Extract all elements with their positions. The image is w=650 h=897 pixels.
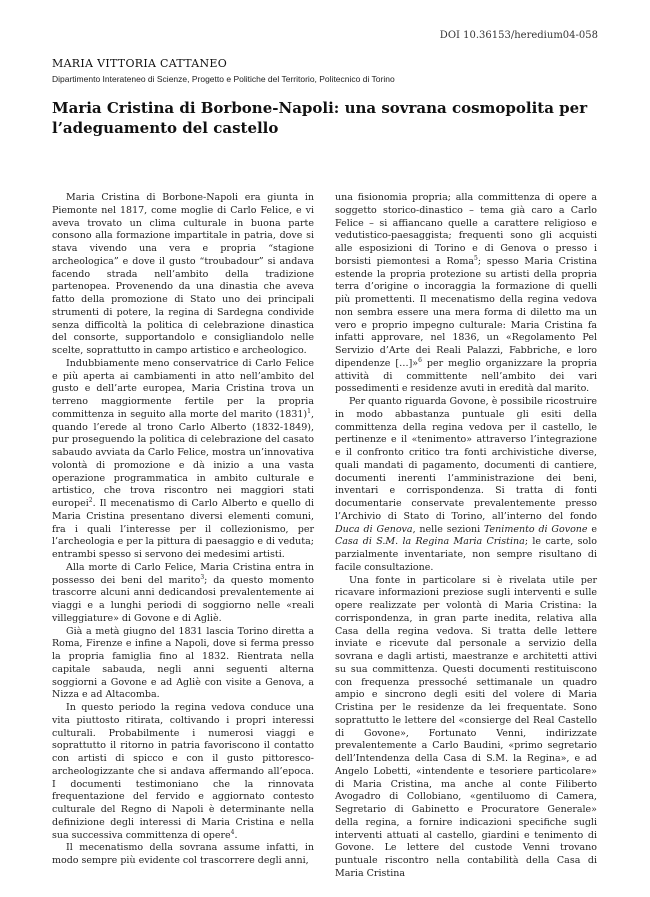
footnote-ref[interactable]: 2: [88, 496, 93, 504]
footnote-ref[interactable]: 6: [418, 356, 422, 364]
author-affiliation: Dipartimento Interateneo di Scienze, Progetto e Politiche del Territorio, Politecnico di Torino: [52, 74, 395, 84]
paragraph: Maria Cristina di Borbone-Napoli era giunta in Piemonte nel 1817, come moglie di Carlo Felice, e vi aveva trovato un clima culturale in buona parte consono alla formazione impartitale in patria, dove si stava vivendo una vera e propria “stagione archeologica” e dove il gusto “troubadour” si andava facendo strada nell’ambito della tradizione partenopea. Provenendo da una dinastia che aveva fatto della promozione di Stato uno dei principali strumenti di potere, la regina di Sardegna condivide senza difficoltà la politica di celebrazione dinastica del consorte, supportandolo e consigliandolo nelle scelte, soprattutto in campo artistico e archeologico.: [52, 192, 314, 356]
paragraph: Il mecenatismo della sovrana assume infatti, in modo sempre più evidente col trascorrere degli anni,: [52, 842, 314, 866]
footnote-ref[interactable]: 4: [230, 828, 235, 836]
body-column-left: [52, 192, 314, 868]
paragraph: In questo periodo la regina vedova conduce una vita piuttosto ritirata, coltivando i propri interessi culturali. Probabilmente i numerosi viaggi e soprattutto il ritorno in patria favoriscono il contatto con artisti di spicco e con il gusto pittoresco-archeologizzante che si andava affermando all’epoca. I documenti testimoniano che la rinnovata frequentazione del fervido e aggiornato contesto culturale del Regno di Napoli è determinante nella definizione degli interessi di Maria Cristina e nella sua successiva committenza di opere$^4$.: [52, 702, 314, 841]
paragraph: Indubbiamente meno conservatrice di Carlo Felice e più aperta ai cambiamenti in atto nell’ambito del gusto e dell’arte europea, Maria Cristina trova un terreno maggiormente fertile per la propria committenza in seguito alla morte del marito $(1831)^1$, quando l’erede al trono Carlo Alberto (1832-1849), pur proseguendo la politica di celebrazione del casato sabaudo avviata da Carlo Felice, mostra un’innovativa volontà di promozione e dà inizio a una vasta operazione programmatica in ambito culturale e artistico, che trova riscontro nei maggiori stati europei$^2$. Il mecenatismo di Carlo Alberto e quello di Maria Cristina presentano diversi elementi comuni, fra i quali l’interesse per il collezionismo, per l’archeologia e per la pittura di paesaggio e di veduta; entrambi spesso si servono dei medesimi artisti.: [52, 357, 314, 560]
author-name: MARIA VITTORIA CATTANEO: [52, 57, 228, 70]
paragraph: Già a metà giugno del 1831 lascia Torino diretta a Roma, Firenze e infine a Napoli, dove si ferma presso la propria famiglia fino al 1832. Rientrata nella capitale sabauda, negli anni seguenti alterna soggiorni a Govone e ad Agliè con visite a Genova, a Nizza e ad Altacomba.: [52, 625, 314, 701]
body-column-right: [335, 192, 597, 881]
paragraph: Per quanto riguarda Govone, è possibile ricostruire in modo abbastanza puntuale gli esiti della committenza della regina vedova per il castello, le pertinenze e il «tenimento» attraverso l’integrazione e il confronto critico tra fonti archivistiche diverse, quali mandati di pagamento, documenti di cantiere, documenti inerenti l’amministrazione dei beni, inventari e corrispondenza. Si tratta di fonti documentarie conservate prevalentemente presso l’Archivio di Stato di Torino, all’interno del fondo Duca di Genova, nelle sezioni Tenimento di Govone e Casa di S.M. la Regina Maria Cristina; le carte, solo parzialmente inventariate, non sempre risultano di facile consultazione.: [335, 396, 597, 573]
doi-label: DOI 10.36153/heredium04-058: [439, 30, 598, 41]
paragraph: Una fonte in particolare si è rivelata utile per ricavare informazioni preziose sugli interventi e sulle opere realizzate per volontà di Maria Cristina: la corrispondenza, in gran parte inedita, relativa alla Casa della regina vedova. Si tratta delle lettere inviate e ricevute dal personale a servizio della sovrana e dagli artisti, maestranze e architetti attivi su sua committenza. Questi documenti restituiscono con frequenza pressoché settimanale un quadro ampio e sincrono degli esiti del volere di Maria Cristina per le residenze da lei frequentate. Sono soprattutto le lettere del «consierge del Real Castello di Govone», Fortunato Venni, indirizzate prevalentemente a Carlo Baudini, «primo segretario dell’Intendenza della Casa di S.M. la Regina», e ad Angelo Lobetti, «intendente e tesoriere particolare» di Maria Cristina, ma anche al conte Filiberto Avogadro di Collobiano, «gentiluomo di Camera, Segretario di Gabinetto e Procuratore Generale» della regina, a fornire indicazioni specifiche sugli interventi attuati al castello, giardini e tenimento di Govone. Le lettere del custode Venni trovano puntuale riscontro nella contabilità della Casa di Maria Cristina: [335, 574, 597, 879]
footnote-ref[interactable]: 5: [474, 254, 478, 262]
footnote-ref[interactable]: 3: [200, 573, 205, 581]
paragraph: Alla morte di Carlo Felice, Maria Cristina entra in possesso dei beni del marito$^3$; da questo momento trascorre alcuni anni dedicandosi prevalentemente ai viaggi e a lunghi periodi di soggiorno nelle «reali villeggiature» di Govone e di Agliè.: [52, 561, 314, 624]
article-title: Maria Cristina di Borbone-Napoli: una sovrana cosmopolita per l’adeguamento del castello: [52, 99, 588, 137]
paragraph: una fisionomia propria; alla committenza di opere a soggetto storico-dinastico – tema già caro a Carlo Felice – si affiancano quelle a carattere religioso e vedutistico-paesaggista; frequenti sono gli acquisti alle esposizioni di Torino e di Genova o presso i borsisti piemontesi a Roma$^5$; spesso Maria Cristina estende la propria protezione su artisti della propria terra d’origine o incoraggia la formazione di quelli più promettenti. Il mecenatismo della regina vedova non sembra essere una mera forma di diletto ma un vero e proprio impegno culturale: Maria Cristina fa infatti approvare, nel 1836, un «Regolamento Pel Servizio d’Arte dei Reali Palazzi, Fabbriche, e loro dipendenze […]»$^6$ per meglio organizzare la propria attività di committente nell’ambito dei vari possedimenti e residenze avuti in eredità dal marito.: [335, 192, 597, 395]
footnote-ref[interactable]: 1: [307, 407, 311, 415]
